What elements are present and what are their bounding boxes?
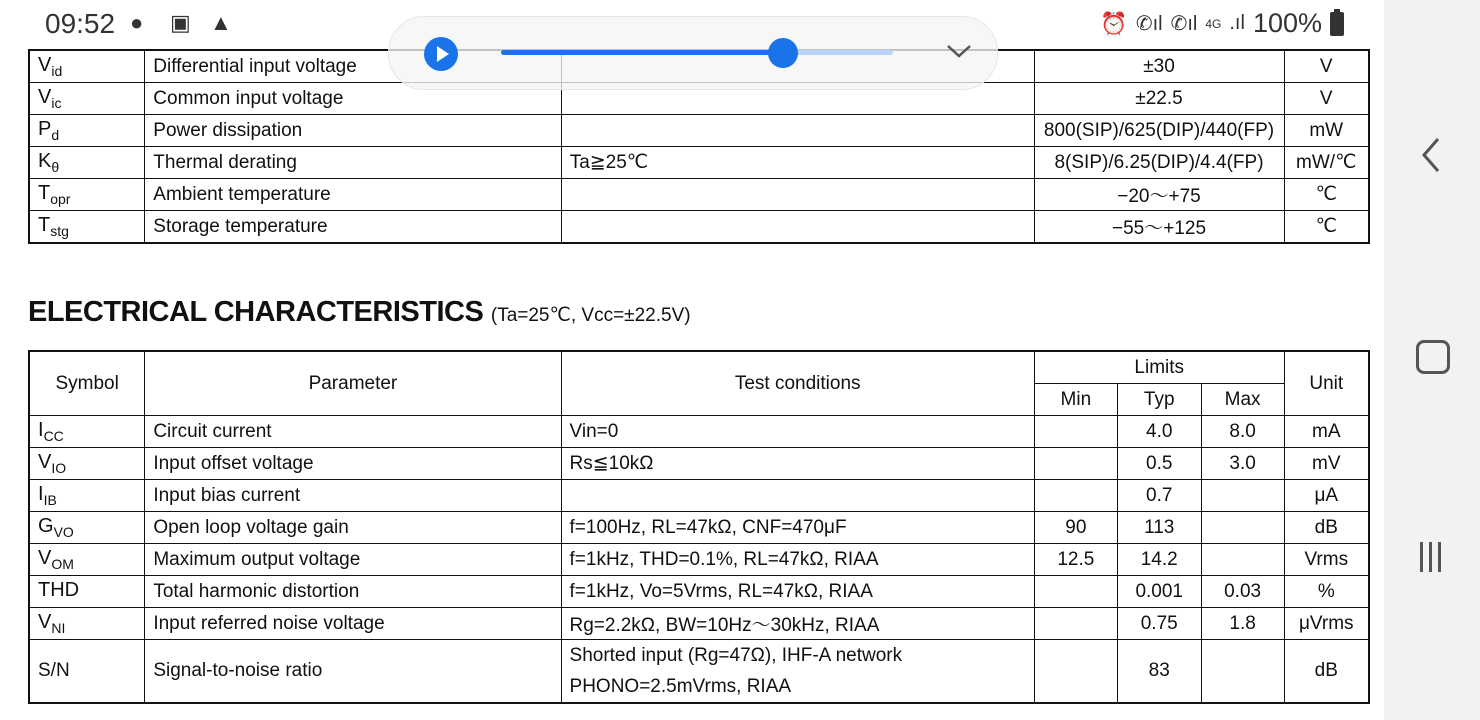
symbol-subscript: VO (53, 524, 74, 540)
cell-symbol (29, 211, 145, 244)
cell-symbol (29, 448, 145, 480)
header-parameter: Parameter (145, 351, 561, 416)
signal-icon: .ıl (1229, 12, 1245, 34)
cell-parameter: Input referred noise voltage (145, 608, 561, 640)
cell-symbol (29, 115, 145, 147)
network-type-icon: 4G (1205, 16, 1222, 31)
symbol-main: K (38, 150, 52, 172)
symbol-main: V (38, 54, 52, 76)
call-sim2-icon: ✆ıl (1170, 13, 1198, 35)
table-row (29, 179, 1369, 211)
cell-max: 3.0 (1201, 448, 1284, 480)
symbol-main: V (38, 451, 52, 473)
symbol-main: P (38, 118, 52, 140)
symbol-subscript: NI (51, 620, 66, 636)
table-row (29, 512, 1369, 544)
cell-unit: ℃ (1284, 179, 1369, 211)
cell-conditions (561, 179, 1034, 211)
elec-table (28, 350, 1370, 704)
cell-max: 8.0 (1201, 416, 1284, 448)
symbol-subscript: stg (50, 223, 69, 239)
cell-symbol (29, 480, 145, 512)
cell-parameter: Circuit current (145, 416, 561, 448)
battery-icon (1330, 12, 1344, 36)
cell-parameter: Thermal derating (145, 147, 561, 179)
play-button[interactable] (424, 37, 458, 71)
media-player-overlay (388, 16, 998, 90)
messages-icon: ● (130, 10, 144, 35)
cell-parameter: Maximum output voltage (145, 544, 561, 576)
cell-min: 90 (1034, 512, 1117, 544)
table-row (29, 544, 1369, 576)
cell-symbol (29, 576, 145, 608)
cell-conditions: Ta≧25℃ (561, 147, 1034, 179)
cell-rating: −55～+125 (1034, 211, 1284, 244)
cell-symbol (29, 544, 145, 576)
symbol-main: V (38, 86, 52, 108)
symbol-main: V (38, 547, 52, 569)
seek-bar-thumb[interactable] (768, 38, 798, 68)
section-heading (28, 296, 691, 329)
table-row (29, 211, 1369, 244)
section-conditions: (Ta=25℃, Vcc=±22.5V) (490, 305, 691, 326)
cell-min (1034, 640, 1117, 704)
chevron-down-icon[interactable] (945, 37, 973, 65)
header-typ: Typ (1117, 384, 1201, 416)
battery-percent: 100% (1252, 8, 1322, 38)
cell-symbol (29, 147, 145, 179)
cell-unit: μVrms (1284, 608, 1369, 640)
recent-apps-icon[interactable] (1420, 542, 1441, 572)
cell-min (1034, 576, 1117, 608)
cell-unit: mW/℃ (1284, 147, 1369, 179)
cell-conditions: Rs≦10kΩ (561, 448, 1034, 480)
cell-conditions: f=1kHz, Vo=5Vrms, RL=47kΩ, RIAA (561, 576, 1034, 608)
symbol-subscript: d (51, 127, 60, 143)
symbol-main: I (38, 483, 44, 505)
cell-typ: 113 (1117, 512, 1201, 544)
symbol-subscript: IB (43, 492, 57, 508)
back-icon[interactable] (1418, 135, 1442, 175)
cell-rating: 8(SIP)/6.25(DIP)/4.4(FP) (1034, 147, 1284, 179)
cell-min (1034, 416, 1117, 448)
seek-bar-progress (501, 50, 783, 55)
symbol-subscript: ic (51, 95, 62, 111)
cell-symbol (29, 608, 145, 640)
cell-unit: dB (1284, 512, 1369, 544)
symbol-main: THD (38, 579, 80, 601)
cell-rating: ±30 (1034, 50, 1284, 83)
header-limits: Limits (1034, 351, 1284, 384)
cell-parameter: Input bias current (145, 480, 561, 512)
cell-parameter: Common input voltage (145, 83, 561, 115)
symbol-subscript: CC (43, 428, 64, 444)
cell-parameter: Storage temperature (145, 211, 561, 244)
table-row (29, 640, 1369, 704)
cell-typ: 83 (1117, 640, 1201, 704)
cell-symbol (29, 50, 145, 83)
symbol-main: I (38, 419, 44, 441)
table-row (29, 448, 1369, 480)
cell-parameter: Ambient temperature (145, 179, 561, 211)
gallery-icon: ▣ (170, 10, 191, 35)
cell-conditions: Vin=0 (561, 416, 1034, 448)
cell-parameter: Input offset voltage (145, 448, 561, 480)
cell-unit: mA (1284, 416, 1369, 448)
cell-symbol (29, 512, 145, 544)
symbol-subscript: opr (50, 191, 71, 207)
table-row (29, 416, 1369, 448)
table-row (29, 480, 1369, 512)
cell-unit: V (1284, 50, 1369, 83)
cell-unit: mV (1284, 448, 1369, 480)
symbol-main: G (38, 515, 54, 537)
cell-unit: mW (1284, 115, 1369, 147)
table-row (29, 115, 1369, 147)
section-title: ELECTRICAL CHARACTERISTICS (28, 296, 484, 328)
cell-unit: μA (1284, 480, 1369, 512)
cell-min (1034, 480, 1117, 512)
symbol-subscript: OM (51, 556, 74, 572)
symbol-main: T (38, 214, 51, 236)
header-min: Min (1034, 384, 1117, 416)
cell-parameter: Open loop voltage gain (145, 512, 561, 544)
status-time: 09:52 (45, 8, 116, 39)
cell-max: 1.8 (1201, 608, 1284, 640)
header-unit: Unit (1284, 351, 1369, 416)
header-max: Max (1201, 384, 1284, 416)
cell-typ: 0.5 (1117, 448, 1201, 480)
cell-typ: 14.2 (1117, 544, 1201, 576)
cell-symbol (29, 416, 145, 448)
table-row (29, 608, 1369, 640)
cell-conditions-line2: PHONO=2.5mVrms, RIAA (569, 676, 792, 697)
header-test-conditions: Test conditions (561, 351, 1034, 416)
cell-conditions (561, 211, 1034, 244)
cell-min: 12.5 (1034, 544, 1117, 576)
cell-conditions (561, 115, 1034, 147)
cell-unit: % (1284, 576, 1369, 608)
table-row (29, 147, 1369, 179)
table-row (29, 576, 1369, 608)
cell-rating: 800(SIP)/625(DIP)/440(FP) (1034, 115, 1284, 147)
header-symbol: Symbol (29, 351, 145, 416)
cell-symbol (29, 179, 145, 211)
cell-unit: Vrms (1284, 544, 1369, 576)
cell-parameter: Total harmonic distortion (145, 576, 561, 608)
status-right (1100, 8, 1344, 39)
cell-unit: dB (1284, 640, 1369, 704)
home-icon[interactable] (1416, 340, 1450, 374)
symbol-main: T (38, 182, 51, 204)
cell-conditions: Rg=2.2kΩ, BW=10Hz～30kHz, RIAA (561, 608, 1034, 640)
symbol-subscript: IO (51, 460, 67, 476)
cell-max (1201, 544, 1284, 576)
cell-max (1201, 480, 1284, 512)
seek-bar[interactable] (501, 50, 893, 55)
cell-parameter: Power dissipation (145, 115, 561, 147)
cell-max: 0.03 (1201, 576, 1284, 608)
cell-typ: 0.001 (1117, 576, 1201, 608)
cell-max (1201, 512, 1284, 544)
cell-conditions (561, 480, 1034, 512)
cell-min (1034, 448, 1117, 480)
cell-rating: −20～+75 (1034, 179, 1284, 211)
call-sim1-icon: ✆ıl (1135, 13, 1163, 35)
cell-min (1034, 608, 1117, 640)
cell-unit: V (1284, 83, 1369, 115)
cell-typ: 0.7 (1117, 480, 1201, 512)
warning-icon: ▲ (210, 10, 232, 35)
cell-conditions (561, 640, 1034, 704)
cell-unit: ℃ (1284, 211, 1369, 244)
cell-parameter: Differential input voltage (145, 50, 561, 83)
cell-max (1201, 640, 1284, 704)
navigation-bar (1384, 0, 1480, 720)
alarm-icon: ⏰ (1100, 10, 1128, 36)
cell-parameter: Signal-to-noise ratio (145, 640, 561, 704)
cell-symbol (29, 83, 145, 115)
cell-conditions: f=100Hz, RL=47kΩ, CNF=470μF (561, 512, 1034, 544)
cell-symbol: S/N (29, 640, 145, 704)
cell-conditions-line1: Shorted input (Rg=47Ω), IHF-A network (569, 645, 903, 666)
cell-conditions: f=1kHz, THD=0.1%, RL=47kΩ, RIAA (561, 544, 1034, 576)
symbol-main: V (38, 611, 52, 633)
symbol-subscript: id (51, 63, 63, 79)
cell-typ: 0.75 (1117, 608, 1201, 640)
cell-rating: ±22.5 (1034, 83, 1284, 115)
symbol-subscript: θ (51, 159, 60, 175)
cell-typ: 4.0 (1117, 416, 1201, 448)
